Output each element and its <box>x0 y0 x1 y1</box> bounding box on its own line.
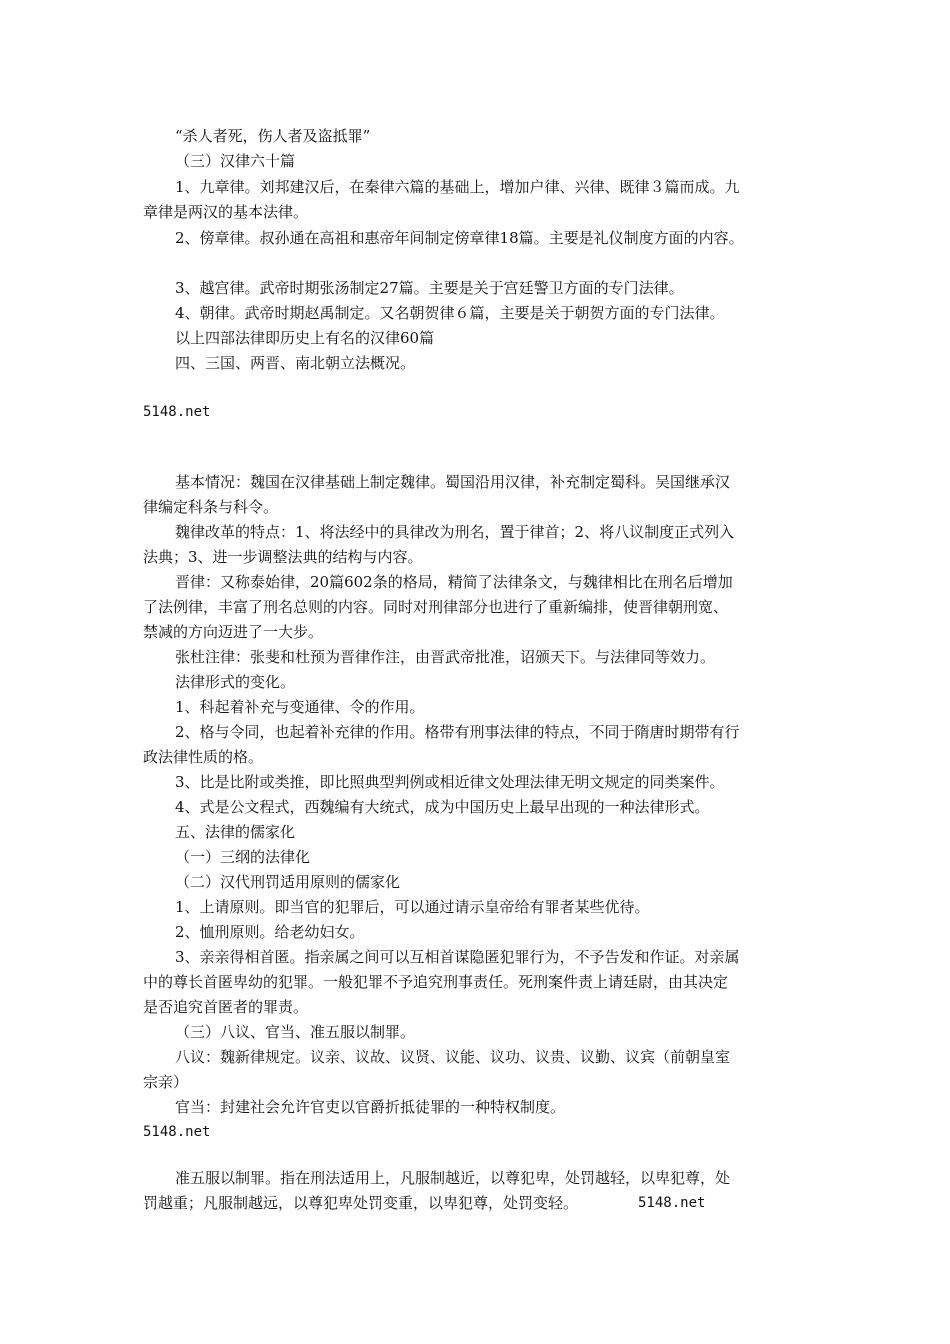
text-line: 基本情况：魏国在汉律基础上制定魏律。蜀国沿用汉律，补充制定蜀科。吴国继承汉 <box>175 473 731 491</box>
text-line: 章律是两汉的基本法律。 <box>143 203 309 221</box>
text-line: 2、格与令同，也起着补充律的作用。格带有刑事法律的特点，不同于隋唐时期带有行 <box>175 723 740 741</box>
text-line: 政法律性质的格。 <box>143 748 264 766</box>
site-watermark: 5148.net <box>638 1195 706 1211</box>
text-line: 官当：封建社会允许官吏以官爵折抵徒罪的一种特权制度。 <box>175 1098 566 1116</box>
text-line: 2、恤刑原则。给老幼妇女。 <box>175 923 365 941</box>
site-watermark: 5148.net <box>143 404 211 420</box>
text-line: 宗亲） <box>143 1073 189 1091</box>
text-line: 律编定科条与科令。 <box>143 498 279 516</box>
text-line: 4、朝律。武帝时期赵禹制定。又名朝贺律６篇，主要是关于朝贺方面的专门法律。 <box>175 304 725 322</box>
text-line: 准五服以制罪。指在刑法适用上，凡服制越近，以尊犯卑，处罚越轻，以卑犯尊，处 <box>175 1169 731 1187</box>
section-heading: 五、法律的儒家化 <box>175 823 296 841</box>
text-line: “杀人者死，伤人者及盗抵罪” <box>175 127 371 145</box>
section-heading: 四、三国、两晋、南北朝立法概况。 <box>175 354 416 372</box>
text-line: 晋律：又称泰始律，20篇602条的格局，精简了法律条文，与魏律相比在刑名后增加 <box>175 573 733 591</box>
text-line: 法律形式的变化。 <box>175 673 296 691</box>
text-line: 法典；3、进一步调整法典的结构与内容。 <box>143 548 423 566</box>
text-line: 中的尊长首匿卑幼的犯罪。一般犯罪不予追究刑事责任。死刑案件责上请廷尉，由其决定 <box>143 973 729 991</box>
text-line: 4、式是公文程式，西魏编有大统式，成为中国历史上最早出现的一种法律形式。 <box>175 798 710 816</box>
text-line: 了法例律，丰富了刑名总则的内容。同时对刑律部分也进行了重新编排，使晋律朝刑宽、 <box>143 598 729 616</box>
site-watermark: 5148.net <box>143 1124 211 1140</box>
text-line: 3、越宫律。武帝时期张汤制定27篇。主要是关于宫廷警卫方面的专门法律。 <box>175 279 684 297</box>
section-heading: （三）汉律六十篇 <box>175 152 296 170</box>
text-line: 罚越重；凡服制越远，以尊犯卑处罚变重，以卑犯尊，处罚变轻。 <box>143 1194 579 1212</box>
text-line: 八议：魏新律规定。议亲、议故、议贤、议能、议功、议贵、议勤、议宾（前朝皇室 <box>175 1048 731 1066</box>
text-line: 1、九章律。刘邦建汉后，在秦律六篇的基础上，增加户律、兴律、既律３篇而成。九 <box>175 178 740 196</box>
text-line: 3、亲亲得相首匿。指亲属之间可以互相首谋隐匿犯罪行为，不予告发和作证。对亲属 <box>175 948 740 966</box>
text-line: 2、傍章律。叔孙通在高祖和惠帝年间制定傍章律18篇。主要是礼仪制度方面的内容。 <box>175 229 744 247</box>
section-heading: （一）三纲的法律化 <box>175 848 311 866</box>
text-line: 张杜注律：张斐和杜预为晋律作注，由晋武帝批准，诏颁天下。与法律同等效力。 <box>175 648 716 666</box>
text-line: 以上四部法律即历史上有名的汉律60篇 <box>175 329 435 347</box>
section-heading: （三）八议、官当、准五服以制罪。 <box>175 1023 416 1041</box>
text-line: 魏律改革的特点：1、将法经中的具律改为刑名，置于律首；2、将八议制度正式列入 <box>175 523 735 541</box>
text-line: 1、上请原则。即当官的犯罪后，可以通过请示皇帝给有罪者某些优待。 <box>175 898 650 916</box>
section-heading: （二）汉代刑罚适用原则的儒家化 <box>175 873 401 891</box>
text-line: 3、比是比附或类推，即比照典型判例或相近律文处理法律无明文规定的同类案件。 <box>175 773 725 791</box>
text-line: 禁减的方向迈进了一大步。 <box>143 623 324 641</box>
text-line: 1、科起着补充与变通律、令的作用。 <box>175 698 425 716</box>
text-line: 是否追究首匿者的罪责。 <box>143 998 309 1016</box>
